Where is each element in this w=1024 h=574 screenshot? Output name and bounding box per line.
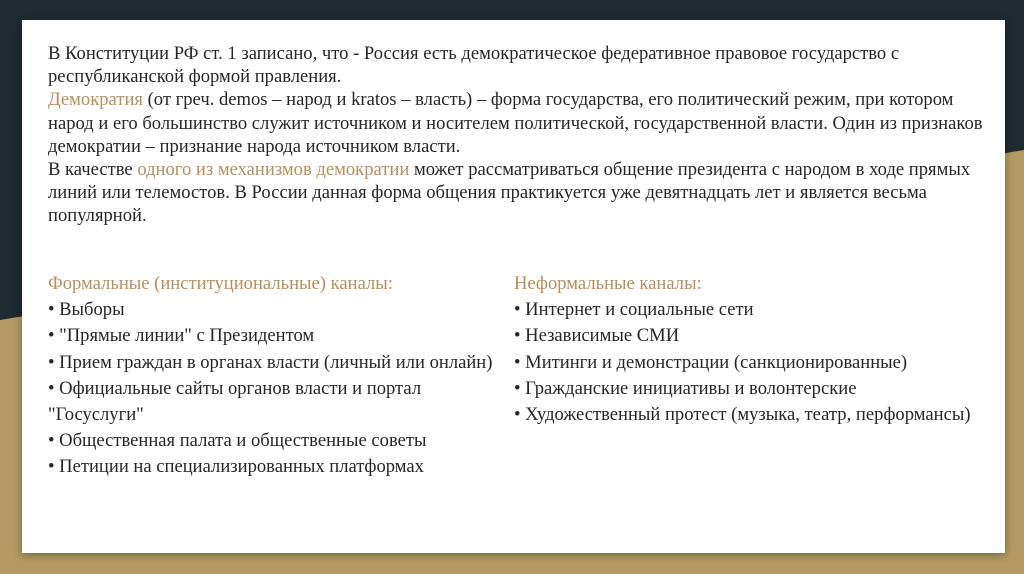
list-item: • Митинги и демонстрации (санкционированные)	[514, 351, 908, 373]
list-item: • Прием граждан в органах власти (личный или онлайн)	[48, 351, 493, 373]
list-item: • Официальные сайты органов власти и портал "Госуслуги"	[48, 377, 422, 426]
intro-text	[48, 42, 988, 228]
formal-channels-title: Формальные (институциональные) каналы:	[48, 273, 393, 294]
informal-channels	[514, 271, 988, 481]
mechanism-prefix: В качестве	[48, 159, 138, 181]
slide-card	[22, 20, 1005, 553]
mechanism-text: может рассматриваться общение президента с народом в ходе прямых линий или телемостов. В России данная форма общения практикуется уже девятнадцать лет и является весьма популярной.	[48, 159, 971, 227]
mechanism-term: одного из механизмов демократии	[137, 159, 410, 181]
list-item: • Общественная палата и общественные советы	[48, 430, 427, 452]
informal-channels-list	[514, 297, 988, 428]
formal-channels-list	[48, 297, 514, 480]
formal-channels	[48, 271, 514, 481]
list-item: • "Прямые линии" с Президентом	[48, 325, 315, 347]
informal-channels-title: Неформальные каналы:	[514, 273, 702, 294]
list-item: • Интернет и социальные сети	[514, 299, 754, 321]
list-item: • Независимые СМИ	[514, 325, 680, 347]
list-item: • Художественный протест (музыка, театр, перформансы)	[514, 404, 971, 426]
channels-columns	[48, 271, 988, 481]
constitution-paragraph: В Конституции РФ ст. 1 записано, что - Россия есть демократическое федеративное правовое государство с республиканской формой правления.	[48, 43, 900, 88]
democracy-paragraph	[48, 88, 988, 158]
list-item: • Петиции на специализированных платформах	[48, 456, 424, 478]
democracy-term: Демократия	[48, 89, 143, 111]
list-item: • Гражданские инициативы и волонтерские	[514, 377, 857, 399]
list-item: • Выборы	[48, 299, 125, 321]
mechanism-paragraph	[48, 158, 988, 228]
democracy-definition: (от греч. demos – народ и kratos – власть) – форма государства, его политический режим, при котором народ и его большинство служит источником и носителем политической, государственной власти. Один из признаков демократии – признание народа источником власти.	[48, 89, 983, 157]
